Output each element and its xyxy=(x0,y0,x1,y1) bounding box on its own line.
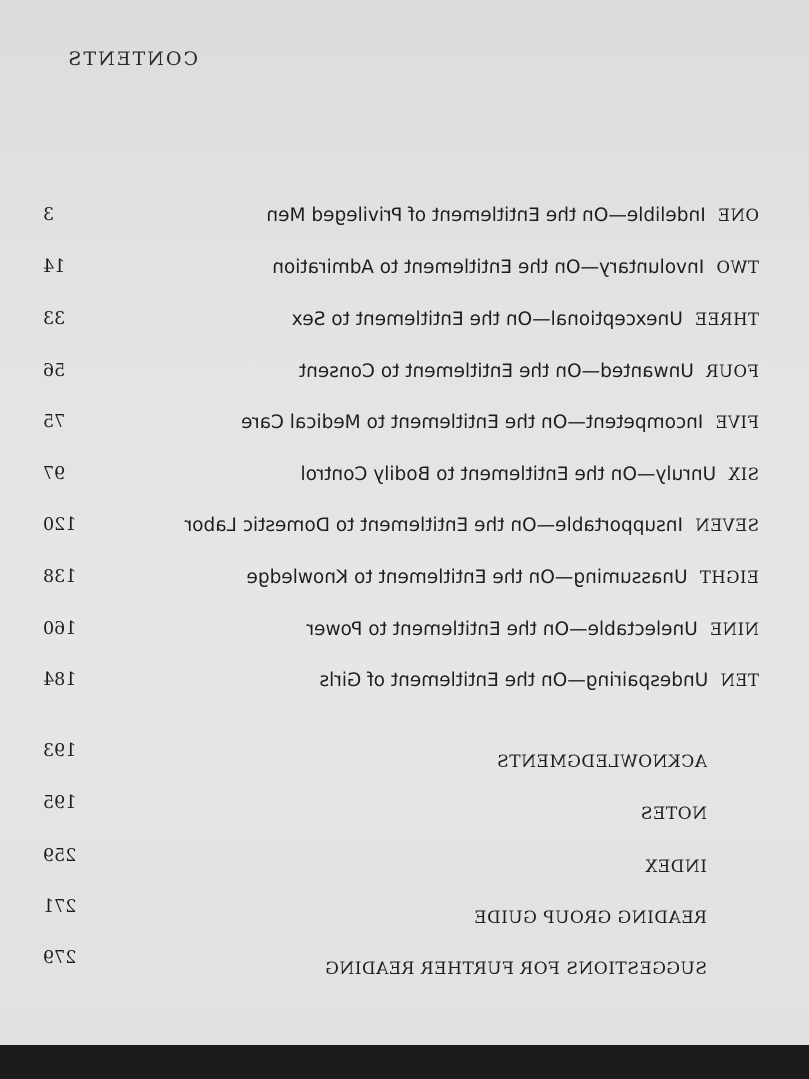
page-number: 120 xyxy=(43,515,77,535)
page-number: 97 xyxy=(43,464,66,484)
chapter-entry xyxy=(0,412,809,442)
chapter-title: Indelible—On the Entitlement of Privileged Men xyxy=(266,205,706,226)
back-matter-title: NOTES xyxy=(640,804,707,824)
page-number: 3 xyxy=(43,205,55,225)
chapter-title: Undespairing—On the Entitlement of Girls xyxy=(319,670,709,691)
chapter-number: FOUR xyxy=(705,362,759,381)
chapter-number: THREE xyxy=(694,310,759,329)
chapter-title: Unexceptional—On the Entitlement to Sex xyxy=(291,309,683,330)
back-matter-entry xyxy=(0,793,809,832)
chapter-entry xyxy=(0,515,809,545)
chapter-entry xyxy=(0,670,809,700)
back-matter-entry xyxy=(0,948,809,987)
back-matter-title: ACKNOWLEDGMENTS xyxy=(496,752,707,772)
back-matter-entry xyxy=(0,741,809,780)
chapter-number: TEN xyxy=(720,671,759,690)
chapter-title: Unwanted—On the Entitlement to Consent xyxy=(298,361,694,382)
chapter-title: Unelectable—On the Entitlement to Power xyxy=(306,619,698,640)
page-number: 56 xyxy=(43,361,66,381)
chapter-number: EIGHT xyxy=(699,568,759,587)
chapter-number: FIVE xyxy=(715,413,759,432)
chapter-title: Incompetent—On the Entitlement to Medical Care xyxy=(241,412,704,433)
chapter-entry xyxy=(0,309,809,339)
page-number: 160 xyxy=(43,619,77,639)
chapter-entry xyxy=(0,464,809,494)
chapter-title: Insupportable—On the Entitlement to Domestic Labor xyxy=(184,515,683,536)
chapter-number: TWO xyxy=(716,258,759,277)
page-number: 193 xyxy=(43,741,77,761)
back-matter-entry xyxy=(0,846,809,885)
chapter-entry xyxy=(0,567,809,597)
page-number: 279 xyxy=(43,948,77,968)
chapter-number: NINE xyxy=(709,620,759,639)
page-number: 271 xyxy=(43,897,77,917)
page-number: 33 xyxy=(43,309,66,329)
page-number: 14 xyxy=(43,257,66,277)
chapter-title: Unruly—On the Entitlement to Bodily Control xyxy=(300,464,717,485)
chapter-entry xyxy=(0,205,809,235)
page-number: 195 xyxy=(43,793,77,813)
page-number: 184 xyxy=(43,670,77,690)
chapter-title: Unassuming—On the Entitlement to Knowledge xyxy=(246,567,688,588)
page-number: 75 xyxy=(43,412,66,432)
chapter-entry xyxy=(0,361,809,391)
chapter-number: ONE xyxy=(717,206,759,225)
back-matter-title: READING GROUP GUIDE xyxy=(473,908,707,928)
chapter-number: SIX xyxy=(727,465,759,484)
chapter-entry xyxy=(0,257,809,287)
page-number: 259 xyxy=(43,846,77,866)
chapter-number: SEVEN xyxy=(694,516,759,535)
back-matter-title: SUGGESTIONS FOR FURTHER READING xyxy=(324,959,707,979)
back-matter-entry xyxy=(0,897,809,936)
chapter-entry xyxy=(0,619,809,649)
chapter-title: Involuntary—On the Entitlement to Admiration xyxy=(272,257,705,278)
contents-heading: CONTENTS xyxy=(66,48,198,70)
page-number: 138 xyxy=(43,567,77,587)
back-matter-title: INDEX xyxy=(644,857,707,877)
